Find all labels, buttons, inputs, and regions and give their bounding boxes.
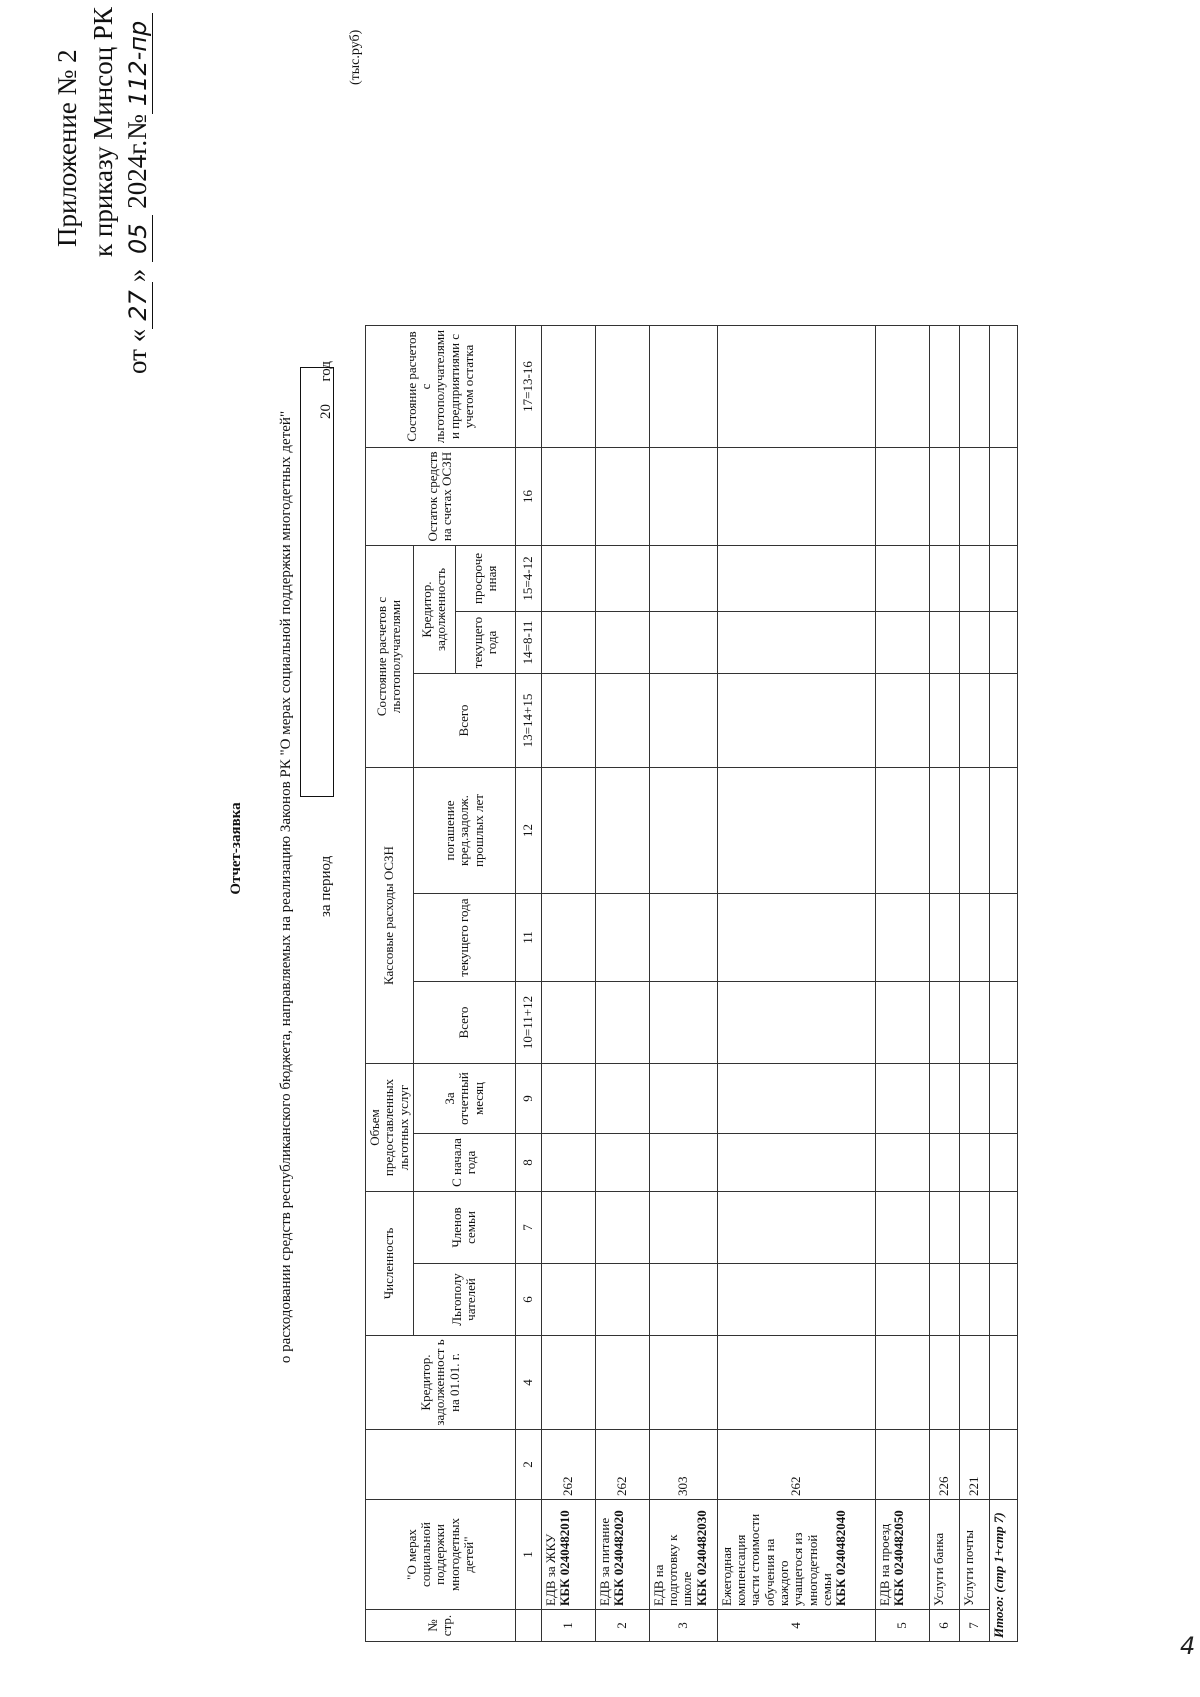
page-number: 4 [1180,1632,1196,1660]
column-numbers-row [515,326,541,1642]
col-num: 17=13-16 [515,326,541,448]
header-beneficiaries: Льгополу чателей [413,1264,515,1336]
header-settlement-total: Всего [413,674,515,768]
handwritten-month: 05 [124,215,153,262]
header-empty [366,1430,516,1500]
table-row: 7 Услуги почты 221 [959,326,989,1642]
handwritten-day: 27 [124,282,153,329]
col-num: 16 [515,448,541,546]
table-row: 1 ЕДВ за ЖКУ КБК 0240482010 262 [541,326,595,1642]
col-num: 4 [515,1336,541,1430]
header-for-month: За отчетный месяц [413,1064,515,1134]
header-num: № стр. [366,1610,516,1642]
header-settlement-balance: Состояние расчетов с льготополучателями и предприятиями с учетом остатка [366,326,516,448]
col-num: 2 [515,1430,541,1500]
table-row: 5 ЕДВ на проезд КБК 0240482050 [875,326,929,1642]
document-title: Отчет-заявка [228,802,244,895]
col-num: 12 [515,768,541,894]
header-headcount: Численность [366,1192,414,1336]
period-label: за период [318,855,334,917]
header-volume: Объем предоставленных льготных услуг [366,1064,414,1192]
header-settlement: Состояние расчетов с льготополучателями [366,546,414,768]
header-repayment: погашение кред.задолж. прошлых лет [413,768,515,894]
total-row [989,326,1017,1642]
col-num: 6 [515,1264,541,1336]
appendix-order: к приказу Минсоц РК [88,7,118,257]
header-law: "О мерах социальной поддержки многодетных детей" [366,1500,516,1610]
handwritten-number: 112-пр [124,13,153,114]
header-cash: Кассовые расходы ОСЗН [366,768,414,1064]
units-label: (тыс.руб) [348,29,363,85]
header-cash-current: текущего года [413,894,515,982]
report-table [365,325,1018,1642]
appendix-title: Приложение № 2 [52,49,82,247]
header-cash-total: Всего [413,982,515,1064]
header-from-start: С начала года [413,1134,515,1192]
header-current-year2: текущего года [455,612,515,674]
table-row: 2 ЕДВ за питание КБК 0240482020 262 [595,326,649,1642]
col-num: 13=14+15 [515,674,541,768]
period-year: 20 год [318,361,334,419]
table-row: 4 Ежегодная компенсация части стоимости обучения на каждого учащегося из многодетной семьи КБК 0240482040 262 [717,326,875,1642]
col-num: 10=11+12 [515,982,541,1064]
col-num: 11 [515,894,541,982]
col-num: 1 [515,1500,541,1610]
appendix-date: от «27» 05 2024г.№112-пр [122,13,153,374]
col-num: 15=4-12 [515,546,541,612]
header-overdue: просроче нная [455,546,515,612]
header-family: Членов семьи [413,1192,515,1264]
header-credit-debt: Кредитор. задолженност ь на 01.01. г. [366,1336,516,1430]
header-balance: Остаток средств на счетах ОСЗН [366,448,516,546]
total-label: Итого: (стр 1+стр 7) [989,1500,1017,1642]
col-num: 7 [515,1192,541,1264]
period-field[interactable] [300,367,334,797]
table-row: 6 Услуги банка 226 [929,326,959,1642]
col-num: 14=8-11 [515,612,541,674]
header-credit-debt2: Кредитор. задолженность [413,546,455,674]
col-num: 9 [515,1064,541,1134]
col-num: 8 [515,1134,541,1192]
table-row: 3 ЕДВ на подготовку к школе КБК 0240482030 303 [649,326,717,1642]
document-subtitle: о расходовании средств республиканского бюджета, направляемых на реализацию Законов РК "О мерах социальной поддержки многодетных детей" [278,410,294,1364]
